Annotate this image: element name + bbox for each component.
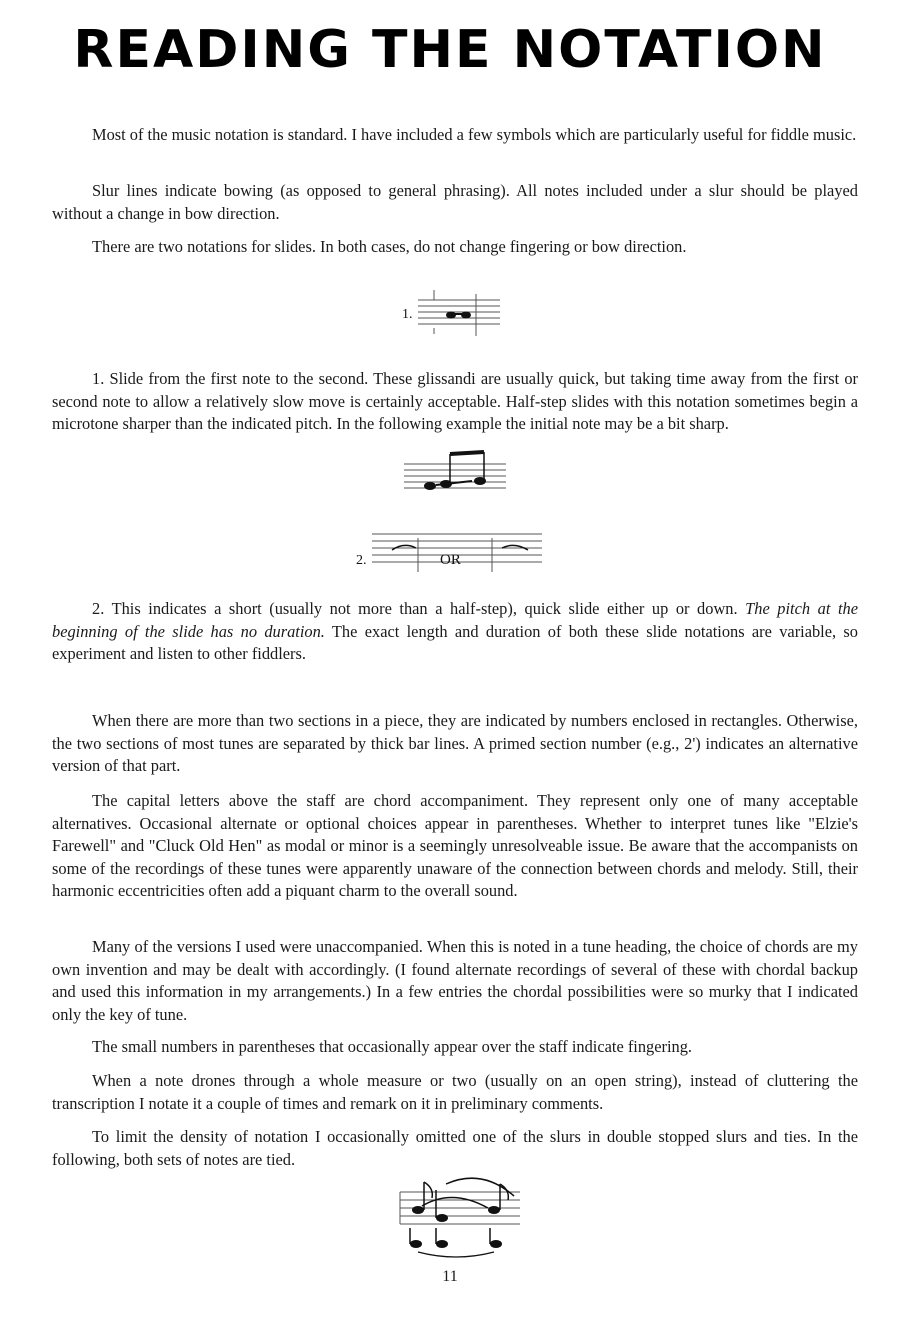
paragraph-fingering: The small numbers in parentheses that occasionally appear over the staff indicate fingering. [92, 1037, 693, 1056]
paragraph-slides: There are two notations for slides. In both cases, do not change fingering or bow direction. [92, 237, 687, 256]
tied-double-stops-figure [396, 1170, 524, 1264]
figure-3-label: 2. [356, 553, 367, 568]
slide-example-figure [400, 446, 510, 502]
paragraph-slur-lines: Slur lines indicate bowing (as opposed to general phrasing). All notes included under a slur should be played without a change in bow direction. [52, 181, 858, 223]
paragraph-intro: Most of the music notation is standard. I have included a few symbols which are particularly useful for fiddle music. [92, 125, 857, 144]
paragraph-slide-type-2: 2. This indicates a short (usually not more than a half-step), quick slide either up or down. The pitch at the beginning of the slide has no duration. The exact length and duration of both these slide notations are variable, so experiment and listen to other fiddlers. [52, 599, 858, 663]
page-number: 11 [442, 1268, 458, 1285]
paragraph-unaccompanied: Many of the versions I used were unaccompanied. When this is noted in a tune heading, the choice of chords are my own invention and may be dealt with accordingly. (I found alternate recordings of several of these with chordal backup and used this information in my arrangements.) In a few entries the chordal possibilities were so murky that I indicated only the key of tune. [52, 937, 858, 1024]
slide-notation-figure-1 [396, 284, 506, 344]
page-title: READING THE NOTATION [73, 20, 827, 80]
paragraph-sections: When there are more than two sections in a piece, they are indicated by numbers enclosed in rectangles. Otherwise, the two sections of most tunes are separated by thick bar lines. A primed section number (e.g., 2') indicates an alternative version of that part. [52, 711, 858, 775]
slide-notation-figure-2 [352, 524, 546, 580]
paragraph-slide-type-1: 1. Slide from the first note to the second. These glissandi are usually quick, but taking time away from the first or second note to allow a relatively slow move is certainly acceptable. Half-step slides with this notation sometimes begin a microtone sharper than the indicated pitch. In the following example the initial note may be a bit sharp. [52, 369, 858, 433]
paragraph-drones: When a note drones through a whole measure or two (usually on an open string), instead of cluttering the transcription I notate it a couple of times and remark on it in preliminary comments. [52, 1071, 858, 1113]
figure-3-or-text: OR [440, 552, 461, 568]
figure-1-label: 1. [402, 307, 413, 322]
paragraph-double-stops: To limit the density of notation I occasionally omitted one of the slurs in double stopped slurs and ties. In the following, both sets of notes are tied. [52, 1127, 858, 1169]
paragraph-chords: The capital letters above the staff are chord accompaniment. They represent only one of many acceptable alternatives. Occasional alternate or optional choices appear in parentheses. Whether to interpret tunes like "Elzie's Farewell" and "Cluck Old Hen" as modal or minor is a seemingly unresolveable issue. Be aware that the accompanists on some of the recordings of these tunes were apparently unaware of the connection between chords and melody. Still, their harmonic eccentricities often add a piquant charm to the overall sound. [52, 791, 858, 900]
